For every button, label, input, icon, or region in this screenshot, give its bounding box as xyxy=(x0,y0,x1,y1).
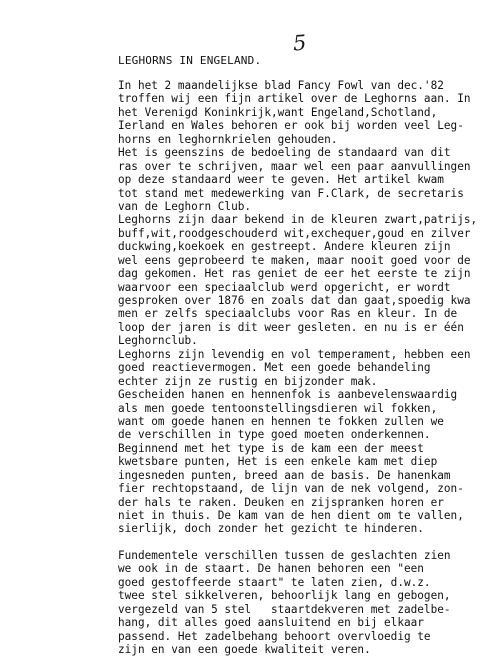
text-line: Leghorns zijn daar bekend in de kleuren zwart,patrijs, xyxy=(118,213,478,227)
text-line: men er zelfs speciaalclubs voor Ras en kleur. In de xyxy=(118,307,458,321)
text-line: Ierland en Wales behoren er ook bij worden veel Leg- xyxy=(118,119,464,133)
text-line: loop der jaren is dit weer gesleten. en nu is er één xyxy=(118,320,464,334)
text-line: als men goede tentoonstellingsdieren wil fokken, xyxy=(118,401,438,415)
text-line: twee stel sikkelveren, behoorlijk lang en gebogen, xyxy=(118,589,451,603)
paragraph-gap xyxy=(118,536,498,549)
text-line: hang, dit alles goed aansluitend en bij elkaar xyxy=(118,616,424,630)
page-number: 5 xyxy=(292,30,308,56)
text-line: van de Leghorn Club. xyxy=(118,199,252,213)
text-line: goed reactievermogen. Met een goede behandeling xyxy=(118,361,431,375)
text-line: want om goede hanen en hennen te fokken zullen we xyxy=(118,414,444,428)
text-line: vergezeld van 5 stel staartdekveren met zadelbe- xyxy=(118,602,451,616)
text-line: het Verenigd Koninkrijk,want Engeland,Schotland, xyxy=(118,105,438,119)
text-line: op deze standaard weer te geven. Het artikel kwam xyxy=(118,173,444,187)
article-title: LEGHORNS IN ENGELAND. xyxy=(118,54,262,67)
text-line: we ook in de staart. De hanen behoren een "een xyxy=(118,562,424,576)
text-line: Het is geenszins de bedoeling de standaard van dit xyxy=(118,146,451,160)
text-line: troffen wij een fijn artikel over de Leghorns aan. In xyxy=(118,92,471,106)
text-line: Gescheiden hanen en hennenfok is aanbevelenswaardig xyxy=(118,388,458,402)
text-line: fier rechtopstaand, de lijn van de nek volgend, zon- xyxy=(118,482,464,496)
text-line: Beginnend met het type is de kam een der meest xyxy=(118,441,424,455)
text-line: echter zijn ze rustig en bijzonder mak. xyxy=(118,374,378,388)
text-line: niet in thuis. De kam van de hen dient om te vallen, xyxy=(118,509,464,522)
text-line: ingesneden punten, breed aan de basis. De hanenkam xyxy=(118,468,451,482)
text-line: waarvoor een speciaalclub werd opgericht, er wordt xyxy=(118,280,451,294)
text-line: zijn en van een goede kwaliteit veren. xyxy=(118,642,371,656)
text-line: de verschillen in type goed moeten onderkennen. xyxy=(118,428,431,442)
text-line: duckwing,koekoek en gestreept. Andere kleuren zijn xyxy=(118,240,451,254)
text-line: horns en leghornkrielen gehouden. xyxy=(118,132,338,146)
text-line: Leghornclub. xyxy=(118,334,198,348)
text-line: kwetsbare punten, Het is een enkele kam met diep xyxy=(118,455,438,469)
text-line: Leghorns zijn levendig en vol temperament, hebben een xyxy=(118,347,471,361)
text-line: passend. Het zadelbehang behoort overvloedig te xyxy=(118,629,431,643)
text-line: wel eens geprobeerd te maken, maar nooit goed voor de xyxy=(118,253,471,267)
text-line: ras over te schrijven, maar wel een paar aanvullingen xyxy=(118,159,471,173)
text-line: gesproken over 1876 en zoals dat dan gaat,spoedig kwa xyxy=(118,294,471,307)
text-line: sierlijk, doch zonder het gezicht te hinderen. xyxy=(118,522,424,536)
article-body xyxy=(118,79,498,656)
text-line: In het 2 maandelijkse blad Fancy Fowl van dec.'82 xyxy=(118,79,444,92)
text-line: dag gekomen. Het ras geniet de eer het eerste te zijn xyxy=(118,267,471,281)
text-line: tot stand met medewerking van F.Clark, de secretaris xyxy=(118,186,464,200)
text-line: goed gestoffeerde staart" te laten zien, d.w.z. xyxy=(118,575,431,589)
text-line: buff,wit,roodgeschouderd wit,exchequer,goud en zilver xyxy=(118,226,471,240)
text-line: Fundementele verschillen tussen de geslachten zien xyxy=(118,548,451,562)
text-line: der hals te raken. Deuken en zijspranken horen er xyxy=(118,495,444,509)
